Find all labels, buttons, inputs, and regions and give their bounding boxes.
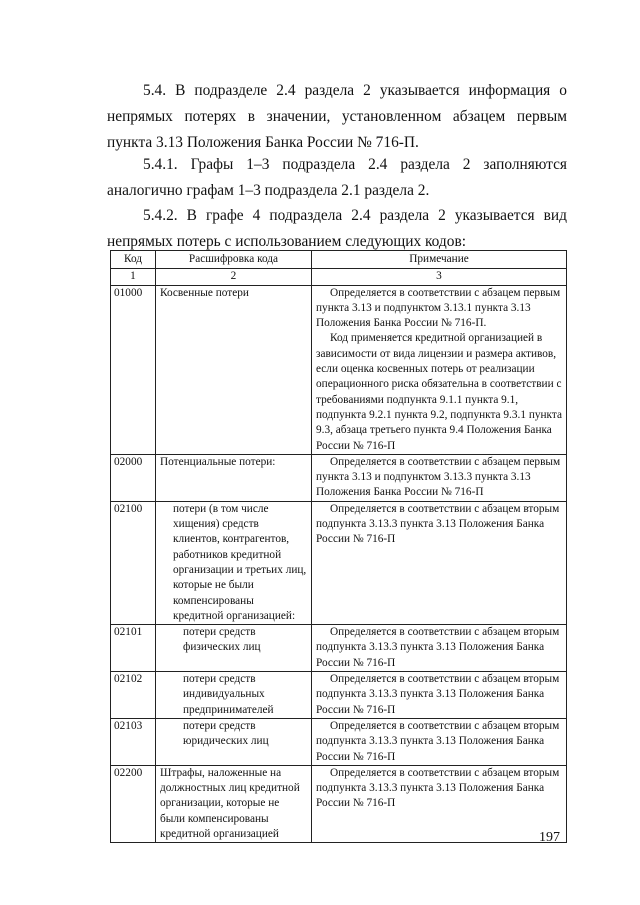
row-decoding: потери средств индивидуальных предпринимателей: [156, 672, 312, 719]
column-number-2: 2: [156, 269, 312, 285]
table-row: [111, 765, 567, 842]
page-number: 197: [539, 830, 560, 845]
row-decoding: потери средств юридических лиц: [156, 718, 312, 765]
table-row: [111, 285, 567, 454]
table-row: [111, 454, 567, 501]
column-number-1: 1: [111, 269, 156, 285]
row-code: 02000: [111, 454, 156, 501]
row-note-paragraph: Определяется в соответствии с абзацем вторым подпункта 3.13.3 пункта 3.13 Положения Банка России № 716-П: [316, 626, 560, 669]
row-note-paragraph: Код применяется кредитной организацией в зависимости от вида лицензии и размера активов, если оценка косвенных потерь от реализации операционного риска обязательна в соответствии с требованиями подпункта 9.1.1 пункта 9.1, подпункта 9.2.1 пункта 9.2, подпункта 9.3.1 пункта 9.3, абзаца третьего пункта 9.4 Положения Банка России № 716-П: [316, 332, 562, 452]
row-note-paragraph: Определяется в соответствии с абзацем первым пункта 3.13 и подпунктом 3.13.1 пункта 3.13 Положения Банка России № 716-П.: [316, 286, 561, 330]
row-decoding: потери (в том числе хищения) средств клиентов, контрагентов, работников кредитной организации и третьих лиц, которые не были компенсированы кредитной организацией:: [156, 501, 312, 624]
row-decoding: Косвенные потери: [156, 285, 312, 454]
table-header-row: [111, 251, 567, 269]
row-decoding: потери средств физических лиц: [156, 625, 312, 672]
row-note-paragraph: Определяется в соответствии с абзацем вторым подпункта 3.13.3 пункта 3.13 Положения Банка России № 716-П: [316, 719, 560, 763]
header-decoding: Расшифровка кода: [156, 251, 312, 269]
row-code: 01000: [111, 285, 156, 454]
header-note: Примечание: [312, 251, 567, 269]
table-row: [111, 625, 567, 672]
row-note: [312, 672, 567, 719]
row-code: 02100: [111, 501, 156, 624]
row-note: [312, 765, 567, 842]
paragraph-5-4: 5.4. В подразделе 2.4 раздела 2 указывается информация о непрямых потерях в значении, установленном абзацем первым пункта 3.13 Положения Банка России № 716-П.: [107, 82, 567, 151]
header-code: Код: [111, 251, 156, 269]
row-decoding: Потенциальные потери:: [156, 454, 312, 501]
table-row: [111, 501, 567, 624]
column-number-3: 3: [312, 269, 567, 285]
codes-table: [110, 250, 567, 843]
row-note-paragraph: Определяется в соответствии с абзацем вторым подпункта 3.13.3 пункта 3.13 Положения Банка России № 716-П: [316, 673, 560, 716]
row-note: [312, 625, 567, 672]
row-note: [312, 718, 567, 765]
paragraph-5-4-2: 5.4.2. В графе 4 подраздела 2.4 раздела 2 указывается вид непрямых потерь с использованием следующих кодов:: [107, 207, 567, 250]
row-code: 02103: [111, 718, 156, 765]
table-row: [111, 672, 567, 719]
row-note-paragraph: Определяется в соответствии с абзацем вторым подпункта 3.13.3 пункта 3.13 Положения Банка России № 716-П: [316, 502, 560, 546]
paragraph-5-4-1: 5.4.1. Графы 1–3 подраздела 2.4 раздела 2 заполняются аналогично графам 1–3 подраздела 2.1 раздела 2.: [107, 156, 567, 199]
table-column-numbers-row: [111, 269, 567, 285]
row-note: [312, 285, 567, 454]
row-note-paragraph: Определяется в соответствии с абзацем первым пункта 3.13 и подпунктом 3.13.3 пункта 3.13 Положения Банка России № 716-П: [316, 455, 561, 499]
row-code: 02102: [111, 672, 156, 719]
row-code: 02200: [111, 765, 156, 842]
row-note: [312, 501, 567, 624]
row-code: 02101: [111, 625, 156, 672]
row-note: [312, 454, 567, 501]
row-decoding: Штрафы, наложенные на должностных лиц кредитной организации, которые не были компенсированы кредитной организацией: [156, 765, 312, 842]
row-note-paragraph: Определяется в соответствии с абзацем вторым подпункта 3.13.3 пункта 3.13 Положения Банка России № 716-П: [316, 766, 560, 810]
table-row: [111, 718, 567, 765]
